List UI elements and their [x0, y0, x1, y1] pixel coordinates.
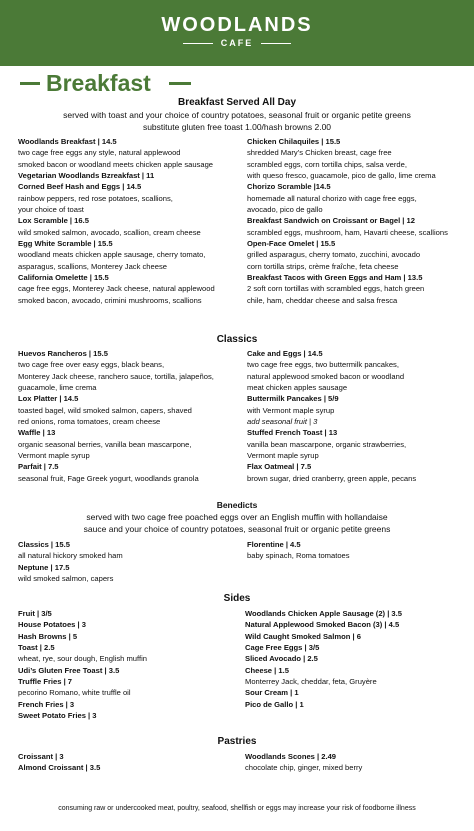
menu-item-description: woodland meats chicken apple sausage, cherry tomato,	[18, 250, 206, 260]
logo-subline	[0, 38, 474, 50]
menu-item-name: Parfait | 7.5	[18, 462, 59, 472]
menu-item-description: cage free eggs, Monterey Jack cheese, natural applewood	[18, 284, 215, 294]
menu-item-description: seasonal fruit, Fage Greek yogurt, woodlands granola	[18, 473, 199, 483]
benedicts-left-column	[18, 539, 123, 584]
menu-item-description: Vermont maple syrup	[18, 451, 90, 461]
menu-item-name: Stuffed French Toast | 13	[247, 428, 338, 438]
menu-item-description: toasted bagel, wild smoked salmon, capers, shaved	[18, 405, 192, 415]
menu-item-name: Egg White Scramble | 15.5	[18, 239, 113, 249]
menu-item-description: natural applewood smoked bacon or woodland	[247, 371, 405, 381]
logo-subtitle: CAFE	[220, 38, 254, 48]
menu-item-description: meat chicken apples sausage	[247, 383, 348, 393]
menu-item-description: scrambled eggs, corn tortilla chips, salsa verde,	[247, 159, 407, 169]
page-title-block	[20, 70, 220, 96]
breakfast-note-2: substitute gluten free toast 1.00/hash browns 2.00	[142, 122, 332, 132]
menu-item-name: Croissant | 3	[18, 752, 64, 761]
menu-item-name: Woodlands Scones | 2.49	[245, 752, 337, 761]
section-heading-benedicts: Benedicts	[216, 500, 258, 510]
benedicts-note-1: served with two cage free poached eggs over an English muffin with hollandaise	[86, 512, 388, 522]
menu-item-name: Sliced Avocado | 2.5	[245, 654, 318, 664]
menu-item-name: Cake and Eggs | 14.5	[247, 349, 323, 358]
menu-item-name: Flax Oatmeal | 7.5	[247, 462, 312, 472]
footer-disclaimer: consuming raw or undercooked meat, poultry, seafood, shellfish or eggs may increase your risk of foodborne illness	[58, 805, 416, 812]
menu-item-name: Lox Scramble | 16.5	[18, 216, 89, 226]
title-rule-left	[20, 82, 40, 85]
header-banner	[0, 0, 474, 66]
menu-item-name: Chicken Chilaquiles | 15.5	[247, 137, 341, 146]
menu-item-description: wild smoked salmon, capers	[18, 574, 114, 584]
menu-item-description: guacamole, lime crema	[18, 383, 97, 393]
breakfast-left-column	[18, 136, 215, 306]
section-heading-breakfast: Breakfast Served All Day	[177, 97, 297, 108]
menu-item-description: red onions, roma tomatoes, cream cheese	[18, 417, 161, 427]
menu-item-description: with queso fresco, guacamole, pico de gallo, lime crema	[247, 171, 436, 181]
menu-item-description: asparagus, scallions, Monterey Jack cheese	[18, 261, 167, 271]
classics-left-column	[18, 348, 214, 484]
breakfast-right-column	[247, 136, 448, 306]
menu-item-description: chocolate chip, ginger, mixed berry	[245, 763, 363, 773]
pastries-left-column	[18, 751, 100, 774]
menu-item-addon: add seasonal fruit | 3	[247, 417, 318, 427]
menu-item-description: brown sugar, dried cranberry, green apple, pecans	[247, 473, 417, 483]
menu-item-description: two cage free eggs any style, natural applewood	[18, 148, 181, 158]
menu-item-description: homemade all natural chorizo with cage free eggs,	[247, 193, 417, 203]
benedicts-note-2: sauce and your choice of country potatoes, seasonal fruit or organic petite greens	[83, 524, 391, 534]
menu-item-name: Breakfast Sandwich on Croissant or Bagel | 12	[247, 216, 415, 226]
section-heading-sides: Sides	[223, 593, 251, 604]
menu-item-description: 2 soft corn tortillas with scrambled eggs, hatch green	[247, 284, 425, 294]
menu-item-name: Classics | 15.5	[18, 540, 70, 549]
menu-item-name: Truffle Fries | 7	[18, 677, 73, 687]
menu-item-name: French Fries | 3	[18, 699, 75, 709]
menu-item-description: organic seasonal berries, vanilla bean mascarpone,	[18, 439, 192, 449]
title-rule-right	[169, 82, 191, 85]
logo-wordmark: WOODLANDS	[161, 14, 313, 36]
menu-item-description: two cage free eggs, two buttermilk pancakes,	[247, 360, 399, 370]
menu-item-name: Huevos Rancheros | 15.5	[18, 349, 108, 358]
menu-item-name: House Potatoes | 3	[18, 620, 86, 630]
menu-item-name: Hash Browns | 5	[18, 631, 78, 641]
menu-item-name: Sour Cream | 1	[245, 688, 299, 698]
menu-item-description: with Vermont maple syrup	[247, 405, 335, 415]
menu-item-description: wheat, rye, sour dough, English muffin	[18, 654, 148, 664]
menu-item-description: scrambled eggs, mushroom, ham, Havarti cheese, scallions	[247, 227, 448, 237]
menu-item-name: Udi’s Gluten Free Toast | 3.5	[18, 665, 120, 675]
menu-item-name: California Omelette | 15.5	[18, 273, 109, 283]
menu-item-description: baby spinach, Roma tomatoes	[247, 551, 350, 561]
menu-item-description: rainbow peppers, red rose potatoes, scallions,	[18, 193, 173, 203]
breakfast-note-1: served with toast and your choice of country potatoes, seasonal fruit or organic petite greens	[63, 110, 411, 120]
menu-item-name: Florentine | 4.5	[247, 540, 301, 549]
menu-item-name: Cage Free Eggs | 3/5	[245, 643, 320, 653]
menu-item-name: Wild Caught Smoked Salmon | 6	[245, 631, 361, 641]
menu-item-description: your choice of toast	[18, 205, 84, 215]
menu-item-name: Woodlands Chicken Apple Sausage (2) | 3.5	[245, 609, 402, 618]
menu-item-description: grilled asparagus, cherry tomato, zucchini, avocado	[247, 250, 421, 260]
menu-item-name: Lox Platter | 14.5	[18, 394, 79, 404]
menu-item-description: Monterrey Jack, cheddar, feta, Gruyère	[245, 677, 377, 687]
menu-item-description: two cage free over easy eggs, black beans,	[18, 360, 165, 370]
benedicts-right-column	[247, 539, 350, 562]
menu-item-name: Chorizo Scramble |14.5	[247, 182, 331, 192]
menu-item-name: Natural Applewood Smoked Bacon (3) | 4.5	[245, 620, 400, 630]
menu-item-name: Fruit | 3/5	[18, 609, 52, 618]
menu-item-description: all natural hickory smoked ham	[18, 551, 123, 561]
menu-item-description: corn tortilla strips, crème fraîche, feta cheese	[247, 261, 399, 271]
page-title: Breakfast	[46, 70, 151, 96]
menu-item-name: Open-Face Omelet | 15.5	[247, 239, 336, 249]
menu-item-description: avocado, pico de gallo	[247, 205, 323, 215]
logo-rule-right	[261, 43, 291, 44]
menu-item-name: Corned Beef Hash and Eggs | 14.5	[18, 182, 142, 192]
menu-item-name: Waffle | 13	[18, 428, 56, 438]
menu-item-description: Vermont maple syrup	[247, 451, 319, 461]
menu-item-name: Buttermilk Pancakes | 5/9	[247, 394, 339, 404]
menu-item-description: chile, ham, cheddar cheese and salsa fresca	[247, 295, 398, 305]
sides-right-column	[245, 608, 402, 710]
menu-item-description: smoked bacon or woodland meets chicken apple sausage	[18, 159, 214, 169]
menu-item-description: shredded Mary’s Chicken breast, cage free	[247, 148, 392, 158]
menu-item-name: Sweet Potato Fries | 3	[18, 711, 97, 721]
menu-item-name: Vegetarian Woodlands Bzreakfast | 11	[18, 171, 155, 181]
section-heading-pastries: Pastries	[217, 736, 257, 747]
menu-item-name: Breakfast Tacos with Green Eggs and Ham | 13.5	[247, 273, 423, 283]
classics-right-column	[247, 348, 416, 484]
pastries-right-column	[245, 751, 362, 774]
menu-item-description: wild smoked salmon, avocado, scallion, cream cheese	[18, 227, 201, 237]
menu-item-name: Almond Croissant | 3.5	[18, 763, 101, 773]
menu-item-description: Monterey Jack cheese, ranchero sauce, tortilla, jalapeños,	[18, 371, 214, 381]
menu-item-name: Toast | 2.5	[18, 643, 55, 653]
menu-item-name: Cheese | 1.5	[245, 665, 289, 675]
menu-item-name: Pico de Gallo | 1	[245, 699, 304, 709]
menu-item-name: Woodlands Breakfast | 14.5	[18, 137, 117, 146]
section-heading-classics: Classics	[216, 334, 258, 345]
sides-left-column	[18, 608, 147, 721]
menu-item-description: vanilla bean mascarpone, organic strawberries,	[247, 439, 407, 449]
menu-item-description: smoked bacon, avocado, crimini mushrooms, scallions	[18, 295, 202, 305]
menu-item-description: pecorino Romano, white truffle oil	[18, 688, 131, 698]
menu-item-name: Neptune | 17.5	[18, 562, 70, 572]
